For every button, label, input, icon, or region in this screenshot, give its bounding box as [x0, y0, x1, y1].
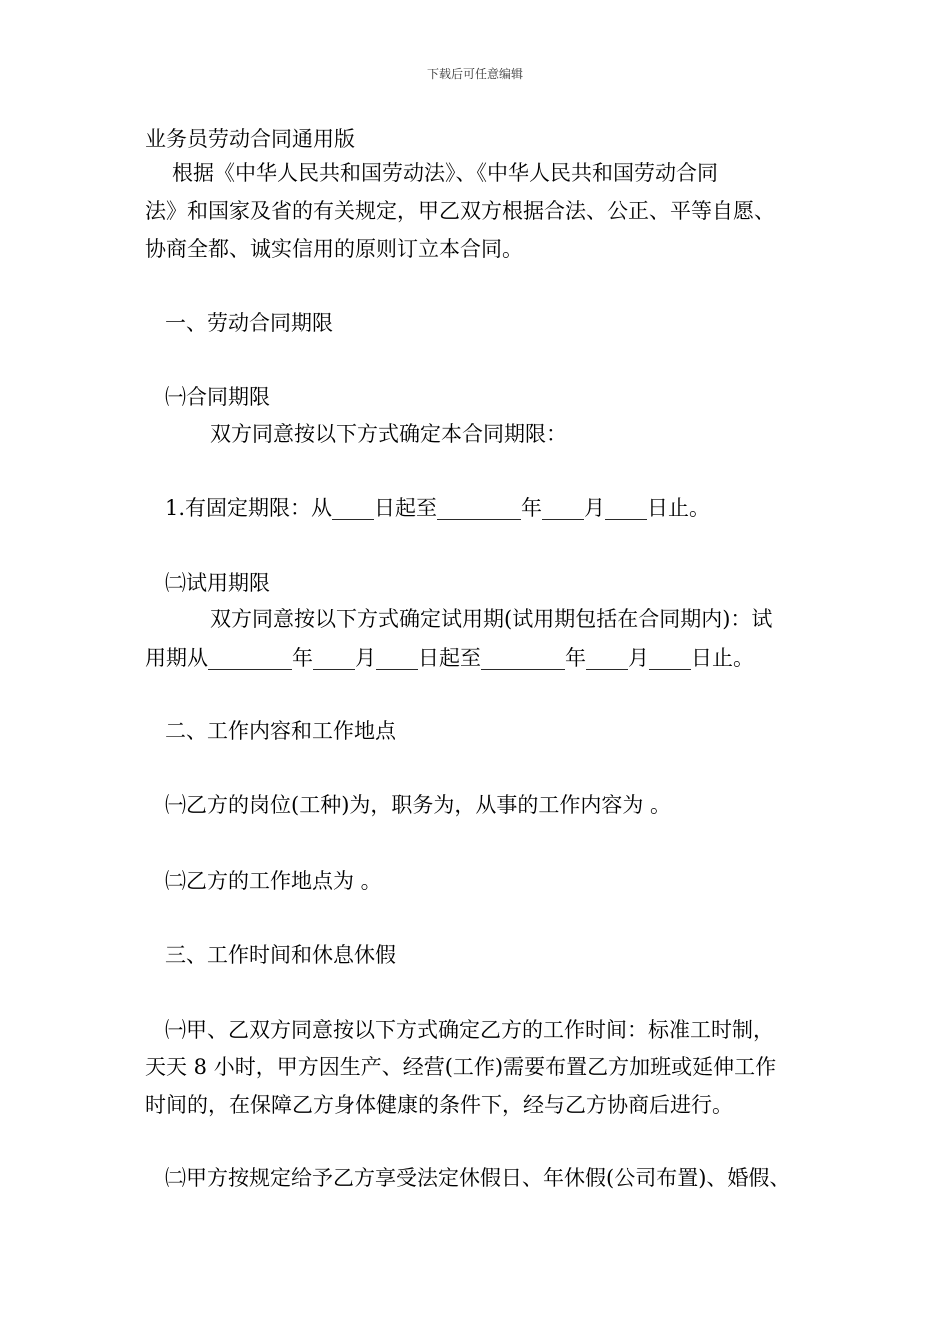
- section-1-sub-1-item: 1.有固定期限：从____日起至________年____月____日止。: [165, 496, 711, 520]
- section-1-sub-1-heading: ㈠合同期限: [165, 385, 270, 409]
- section-1-sub-1-text: 双方同意按以下方式确定本合同期限：: [210, 422, 567, 446]
- section-3-item-1-line-3: 时间的，在保障乙方身体健康的条件下，经与乙方协商后进行。: [145, 1093, 733, 1117]
- section-2-item-1: ㈠乙方的岗位(工种)为，职务为，从事的工作内容为 。: [165, 793, 672, 817]
- page-header: 下载后可任意编辑: [426, 67, 523, 81]
- section-1-sub-2-heading: ㈡试用期限: [165, 571, 270, 595]
- section-1-sub-2-text-1: 双方同意按以下方式确定试用期(试用期包括在合同期内)：试: [210, 607, 773, 631]
- document-title: 业务员劳动合同通用版: [145, 127, 355, 151]
- section-3-item-1-line-1: ㈠甲、乙双方同意按以下方式确定乙方的工作时间：标准工时制，: [165, 1018, 774, 1042]
- section-1-sub-2-text-2: 用期从________年____月____日起至________年____月____日止。: [145, 646, 754, 670]
- section-2-heading: 二、工作内容和工作地点: [165, 719, 396, 743]
- section-3-item-1-line-2: 天天 8 小时，甲方因生产、经营(工作)需要布置乙方加班或延伸工作: [145, 1055, 777, 1079]
- intro-line-3: 协商全都、诚实信用的原则订立本合同。: [145, 237, 523, 261]
- section-2-item-2: ㈡乙方的工作地点为 。: [165, 869, 382, 893]
- section-3-heading: 三、工作时间和休息休假: [165, 943, 396, 967]
- section-3-item-2: ㈡甲方按规定给予乙方享受法定休假日、年休假(公司布置)、婚假、: [165, 1166, 791, 1190]
- section-1-heading: 一、劳动合同期限: [165, 311, 333, 335]
- intro-line-2: 法》和国家及省的有关规定，甲乙双方根据合法、公正、平等自愿、: [145, 199, 775, 223]
- intro-line-1: 根据《中华人民共和国劳动法》、《中华人民共和国劳动合同: [172, 161, 718, 185]
